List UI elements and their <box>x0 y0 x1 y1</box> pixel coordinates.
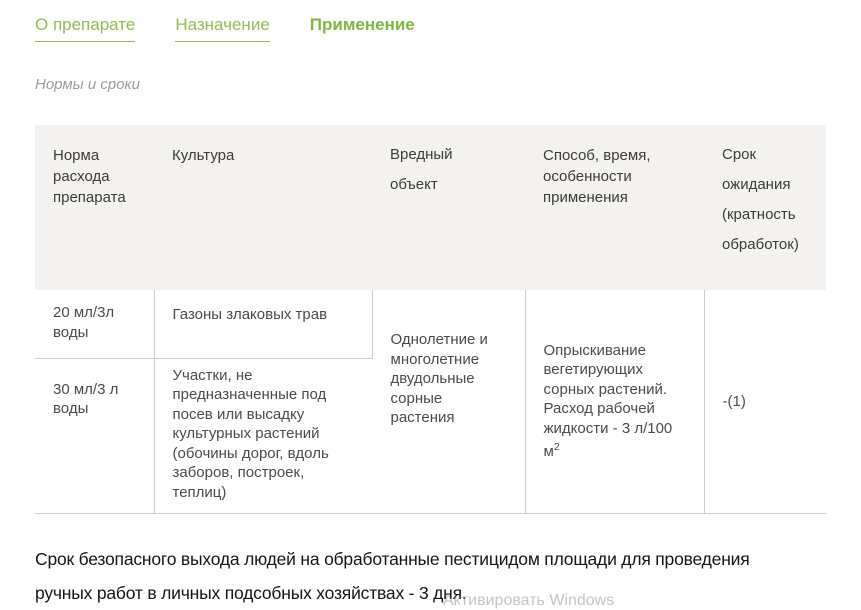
waiting-period-line-2: ожидания <box>722 176 791 193</box>
cell-dose-row1: 20 мл/3л воды <box>35 290 154 358</box>
cell-culture-row2: Участки, не предназначенные под посев или высадку культурных растений (обочины дорог, вдоль заборов, построек, теплиц) <box>172 366 329 501</box>
cell-harmful-object: Однолетние и многолетние двудольные сорные растения <box>372 290 525 513</box>
waiting-period-line-1: Срок <box>722 146 757 163</box>
harmful-object-line-2: объект <box>390 176 438 193</box>
table-row-1 <box>35 290 826 358</box>
waiting-period-line-3: (кратность <box>722 206 796 223</box>
cell-culture-row1: Газоны злаковых трав <box>154 290 372 358</box>
norms-table <box>35 125 826 514</box>
safety-note: Срок безопасного выхода людей на обработанные пестицидом площади для проведения ручных работ в личных подсобных хозяйствах - 3 дня. <box>35 548 750 603</box>
cell-dose-row2: 30 мл/3 л воды <box>35 358 154 513</box>
method-text: Опрыскивание вегетирующих сорных растений. Расход рабочей жидкости - 3 л/100 м <box>543 341 673 461</box>
tab-bar <box>35 15 826 42</box>
column-header-method: Способ, время, особенности применения <box>525 125 704 290</box>
column-header-waiting-period <box>704 125 826 290</box>
table-header-row <box>35 125 826 290</box>
windows-activation-watermark: Активировать Windows <box>443 592 615 609</box>
method-superscript: 2 <box>553 441 560 454</box>
column-header-harmful-object <box>372 125 525 290</box>
harmful-object-line-1: Вредный <box>390 146 453 163</box>
tab-purpose[interactable]: Назначение <box>175 15 269 42</box>
tab-about[interactable]: О препарате <box>35 15 135 42</box>
section-title: Нормы и сроки <box>35 76 140 93</box>
column-header-culture: Культура <box>154 125 372 290</box>
cell-method <box>525 290 704 513</box>
column-header-dose-rate: Норма расхода препарата <box>35 125 154 290</box>
cell-waiting-period: -(1) <box>722 392 746 410</box>
tab-application[interactable]: Применение <box>309 15 415 34</box>
waiting-period-line-4: обработок) <box>722 236 799 253</box>
